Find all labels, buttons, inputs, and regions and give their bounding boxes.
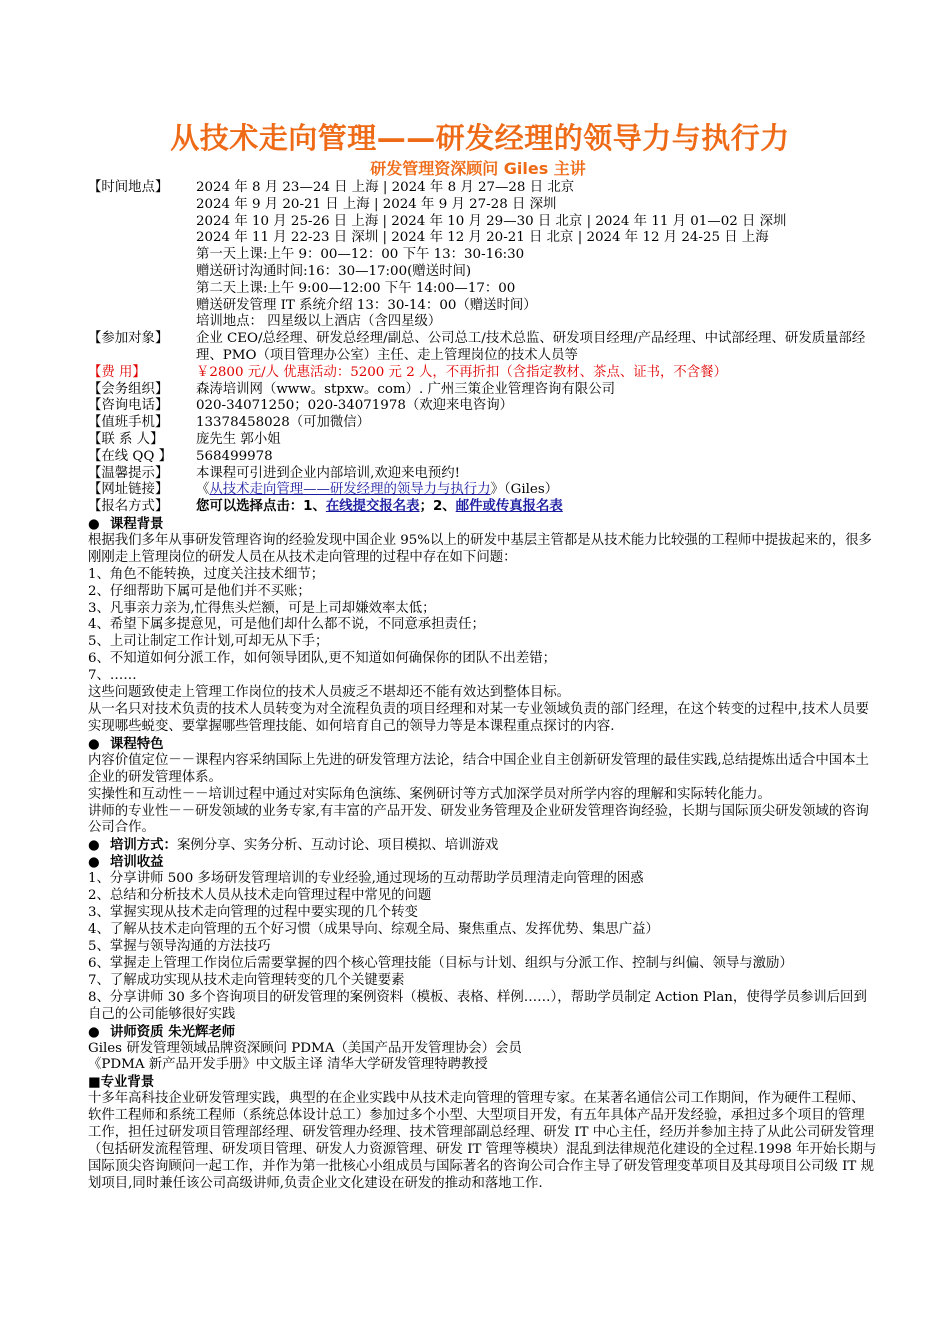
section-heading-background: ● 课程背景 (88, 516, 164, 532)
audience-row (88, 331, 878, 365)
bullet-icon: ● (88, 855, 100, 871)
registration-row (88, 499, 878, 516)
contact-row (88, 432, 878, 449)
mobile-label: 【值班手机】 (88, 415, 169, 431)
phone-label: 【咨询电话】 (88, 398, 169, 414)
url-row (88, 482, 878, 499)
mobile-value: 13378458028（可加微信） (196, 415, 371, 431)
email-fax-registration-link[interactable]: 邮件或传真报名表 (455, 499, 563, 515)
tip-row (88, 466, 878, 483)
section-heading-features: ● 课程特色 (88, 736, 164, 752)
course-link[interactable]: 从技术走向管理——研发经理的领导力与执行力 (209, 482, 491, 498)
page-subtitle: 研发管理资深顾问 Giles 主讲 (370, 159, 586, 178)
bullet-icon: ● (88, 516, 100, 532)
time-label: 【时间地点】 (88, 180, 169, 195)
time-line: 2024 年 8 月 23—24 日 上海 | 2024 年 8 月 27—28 日 北京 (196, 180, 575, 195)
phone-value: 020-34071250；020-34071978（欢迎来电咨询） (196, 398, 513, 414)
section-heading-professional: ■专业背景 (88, 1075, 155, 1091)
phone-row (88, 398, 878, 415)
qq-label: 【在线 QQ 】 (88, 448, 173, 464)
bullet-icon: ● (88, 1024, 100, 1040)
time-line: 赠送研发管理 IT 系统介绍 13：30-14：00（赠送时间） (196, 297, 537, 313)
time-line: 2024 年 10 月 25-26 日 上海 | 2024 年 10 月 29—30 日 北京 | 2024 年 11 月 01—02 日 深圳 (196, 213, 787, 229)
tip-value: 本课程可引进到企业内部培训,欢迎来电预约! (196, 465, 461, 481)
url-value (196, 482, 878, 499)
online-registration-link[interactable]: 在线提交报名表 (325, 499, 420, 515)
benefit-item: 5、掌握与领导沟通的方法技巧 (88, 938, 271, 954)
background-item: 1、角色不能转换，过度关注技术细节； (88, 566, 325, 582)
section-heading-teacher: ● 讲师资质 朱光辉老师 (88, 1024, 236, 1040)
feature-paragraph: 实操性和互动性－－培训过程中通过对实际角色演练、案例研讨等方式加深学员对所学内容的理解和实际转化能力。 (88, 786, 771, 802)
benefit-item: 7、了解成功实现从技术走向管理转变的几个关键要素 (88, 972, 405, 988)
teacher-line: 《PDMA 新产品开发手册》中文版主译 清华大学研发管理特聘教授 (88, 1057, 488, 1073)
background-item: 3、凡事亲力亲为,忙得焦头烂额，可是上司却嫌效率太低； (88, 600, 436, 616)
tip-label: 【温馨提示】 (88, 465, 169, 481)
contact-label: 【联 系 人】 (88, 431, 164, 447)
background-item: 6、不知道如何分派工作，如何领导团队,更不知道如何确保你的团队不出差错； (88, 651, 557, 667)
mobile-row (88, 415, 878, 432)
document-page (88, 118, 878, 1193)
bullet-icon: ● (88, 736, 100, 752)
url-label: 【网址链接】 (88, 482, 169, 498)
qq-row (88, 449, 878, 466)
org-label: 【会务组织】 (88, 381, 169, 397)
time-lines (196, 180, 878, 331)
background-paragraph: 这些问题致使走上管理工作岗位的技术人员疲乏不堪却还不能有效达到整体目标。 (88, 685, 571, 701)
background-paragraph: 根据我们多年从事研发管理咨询的经验发现中国企业 95%以上的研发中基层主管都是从技术能力比较强的工程师中提拔起来的，很多刚刚走上管理岗位的研发人员在从技术走向管理的过程中存在如下问题： (88, 532, 872, 565)
registration-prefix: 您可以选择点击：1、 (196, 499, 326, 515)
time-line: 2024 年 11 月 22-23 日 深圳 | 2024 年 12 月 20-21 日 北京 | 2024 年 12 月 24-25 日 上海 (196, 230, 769, 246)
benefit-item: 8、分享讲师 30 多个咨询项目的研发管理的案例资料（模板、表格、样例……），帮助学员制定 Action Plan，使得学员参训后回到自己的公司能够很好实践 (88, 989, 867, 1022)
fee-label: 【费 用】 (88, 364, 146, 380)
org-value: 森涛培训网（www。stpxw。com）. 广州三策企业管理咨询有限公司 (196, 381, 615, 397)
background-item: 4、希望下属多提意见，可是他们却什么都不说，不同意承担责任； (88, 617, 485, 633)
section-heading-method: ● 培训方式：案例分享、实务分析、互动讨论、项目模拟、培训游戏 (88, 838, 499, 854)
qq-value: 568499978 (196, 448, 273, 464)
fee-row (88, 365, 878, 382)
contact-value: 庞先生 郭小姐 (196, 431, 281, 447)
background-item: 5、上司让制定工作计划,可却无从下手； (88, 634, 329, 650)
professional-paragraph: 十多年高科技企业研发管理实践，典型的在企业实践中从技术走向管理的管理专家。在某著名通信公司工作期间，作为硬件工程师、软件工程师和系统工程师（系统总体设计总工）参加过多个小型、大型项目开发，有五年具体产品开发经验，承担过多个项目的管理工作，担任过研发项目管理部经理、研发管理办经理、技术管理部副总经理、研发 IT 中心主任，经历并参加主持了从此公司研发管理（包括研发流程管理、研发项目管理、研发人力资源管理、研发 IT 管理等模块）混乱到法律规范化建设的全过程.1998 年开始长期与国际顶尖咨询顾问一起工作，并作为第一批核心小组成员与国际著名的咨询公司合作主导了研发管理变革项目及其母项目公司级 IT 规划项目,同时兼任该公司高级讲师,负责企业文化建设在研发的推动和落地工作. (88, 1091, 877, 1191)
benefit-item: 1、分享讲师 500 多场研发管理培训的专业经验,通过现场的互动帮助学员理清走向管理的困惑 (88, 871, 644, 887)
benefit-item: 6、掌握走上管理工作岗位后需要掌握的四个核心管理技能（目标与计划、组织与分派工作、控制与纠偏、领导与激励） (88, 955, 793, 971)
background-paragraph: 从一名只对技术负责的技术人员转变为对全流程负责的项目经理和对某一专业领域负责的部门经理，在这个转变的过程中,技术人员要实现哪些蜕变、要掌握哪些管理技能、如何培育自己的领导力等是本课程重点探讨的内容. (88, 702, 869, 734)
registration-value (196, 499, 878, 516)
url-prefix: 《 (196, 482, 210, 498)
audience-label: 【参加对象】 (88, 331, 169, 347)
feature-paragraph: 讲师的专业性－－研发领域的业务专家,有丰富的产品开发、研发业务管理及企业研发管理咨询经验，长期与国际顶尖研发领域的咨询公司合作。 (88, 803, 869, 836)
section-heading-benefits: ● 培训收益 (88, 855, 164, 871)
registration-mid: ；2、 (419, 499, 456, 515)
feature-paragraph: 内容价值定位－－课程内容采纳国际上先进的研发管理方法论，结合中国企业自主创新研发管理的最佳实践,总结提炼出适合中国本土企业的研发管理体系。 (88, 752, 869, 785)
page-title: 从技术走向管理——研发经理的领导力与执行力 (170, 121, 790, 155)
time-line: 培训地点： 四星级以上酒店（含四星级） (196, 314, 442, 330)
background-item: 7、…… (88, 668, 137, 684)
audience-value: 企业 CEO/总经理、研发总经理/副总、公司总工/技术总监、研发项目经理/产品经理、中试部经理、研发质量部经理、PMO（项目管理办公室）主任、走上管理岗位的技术人员等 (196, 331, 866, 363)
time-line: 赠送研讨沟通时间:16：30—17:00(赠送时间) (196, 263, 472, 279)
time-line: 2024 年 9 月 20-21 日 上海 | 2024 年 9 月 27-28 日 深圳 (196, 196, 557, 212)
registration-label: 【报名方式】 (88, 499, 169, 515)
org-row (88, 382, 878, 399)
time-line: 第二天上课:上午 9:00—12:00 下午 14:00—17：00 (196, 280, 516, 296)
benefit-item: 2、总结和分析技术人员从技术走向管理过程中常见的问题 (88, 888, 432, 904)
time-line: 第一天上课:上午 9：00—12：00 下午 13：30-16:30 (196, 247, 525, 263)
benefit-item: 4、了解从技术走向管理的五个好习惯（成果导向、综观全局、聚焦重点、发挥优势、集思广益） (88, 922, 659, 938)
bullet-icon: ● (88, 838, 100, 854)
fee-value: ￥2800 元/人 优惠活动：5200 元 2 人，不再折扣（含指定教材、茶点、证书，不含餐） (196, 364, 727, 380)
time-location-row (88, 180, 878, 331)
benefit-item: 3、掌握实现从技术走向管理的过程中要实现的几个转变 (88, 905, 418, 921)
method-value: 案例分享、实务分析、互动讨论、项目模拟、培训游戏 (176, 838, 499, 854)
url-suffix: 》（Giles） (490, 482, 559, 498)
background-item: 2、仔细帮助下属可是他们并不买账； (88, 583, 311, 599)
teacher-line: Giles 研发管理领域品牌资深顾问 PDMA（美国产品开发管理协会）会员 (88, 1040, 522, 1056)
